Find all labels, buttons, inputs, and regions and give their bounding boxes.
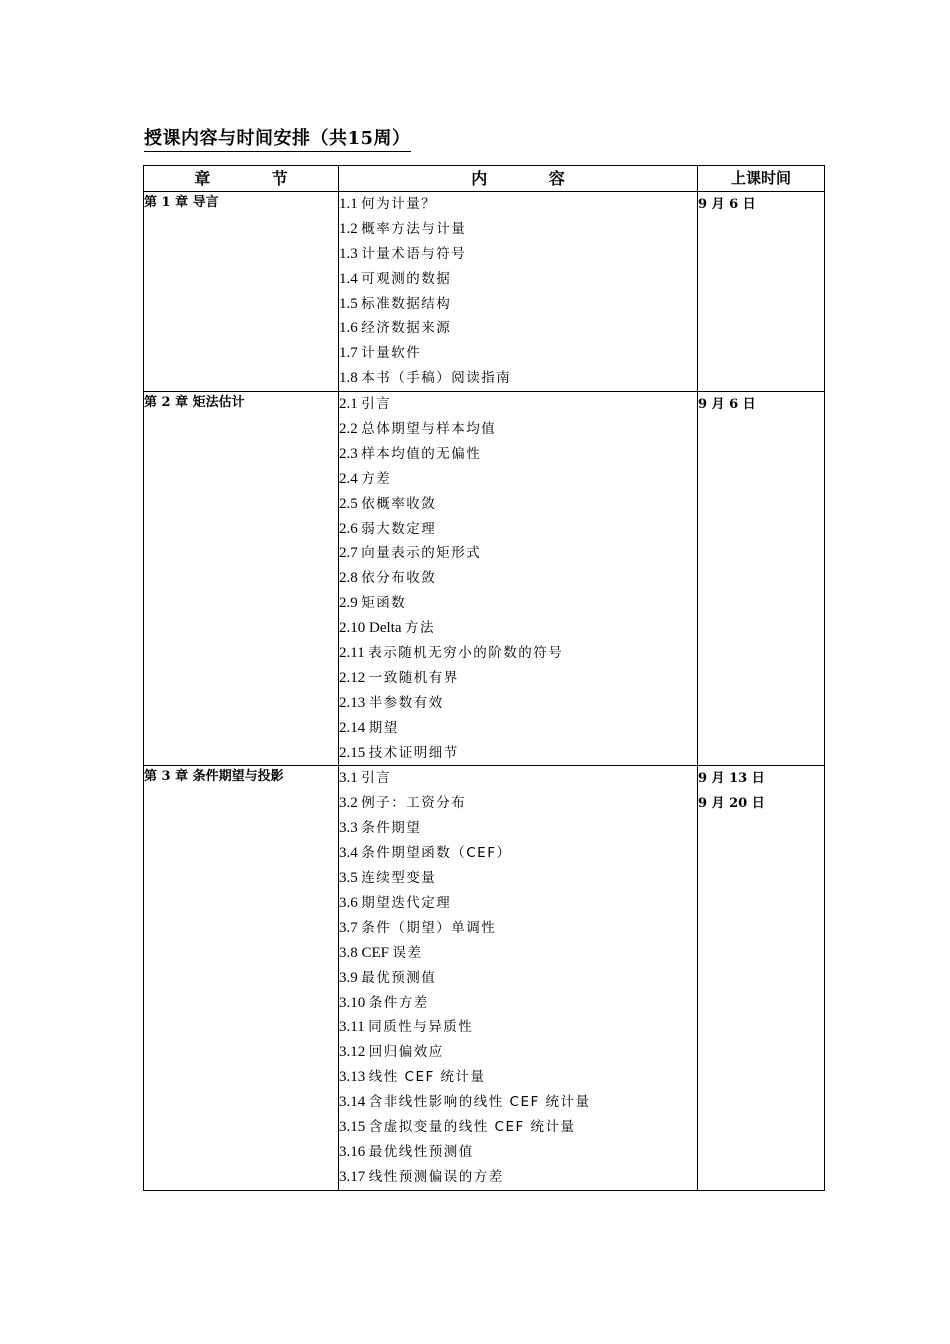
section-number: 3.1 xyxy=(339,770,358,787)
table-row xyxy=(144,392,825,766)
section-number: 3.11 xyxy=(339,1019,365,1036)
class-date: 9 月 20 日 xyxy=(698,796,765,812)
section-number: 2.4 xyxy=(339,470,358,487)
section-title: 线性预测偏误的方差 xyxy=(368,1168,504,1185)
section-number: 3.5 xyxy=(339,870,358,887)
list-item xyxy=(339,392,697,417)
section-number: 2.13 xyxy=(339,694,366,711)
class-time xyxy=(698,766,825,1190)
list-item xyxy=(339,316,697,341)
section-number: 3.14 xyxy=(339,1094,366,1111)
section-number: 1.2 xyxy=(339,220,358,237)
section-number: 2.8 xyxy=(339,570,358,587)
section-title: 计量软件 xyxy=(361,345,422,362)
list-item xyxy=(339,741,697,766)
list-item xyxy=(339,517,697,542)
section-title: 误差 xyxy=(392,944,423,961)
section-title: 含虚拟变量的线性 CEF 统计量 xyxy=(368,1118,576,1135)
section-title: 依分布收敛 xyxy=(361,570,437,587)
list-item xyxy=(339,566,697,591)
table-row xyxy=(144,192,825,392)
section-title: 回归偏效应 xyxy=(368,1044,444,1061)
list-item xyxy=(339,991,697,1016)
section-number: 1.1 xyxy=(339,196,358,212)
list-item xyxy=(339,417,697,442)
list-item xyxy=(339,666,697,691)
section-title: 条件方差 xyxy=(368,994,429,1011)
list-item xyxy=(339,716,697,741)
section-title: 条件期望函数（CEF） xyxy=(361,845,512,862)
section-title: 一致随机有界 xyxy=(368,669,459,686)
list-item xyxy=(339,1165,697,1190)
header-content: 内 容 xyxy=(339,166,698,192)
section-number: 1.7 xyxy=(339,345,358,362)
list-item xyxy=(339,641,697,666)
list-item xyxy=(339,541,697,566)
list-item xyxy=(339,916,697,941)
section-title: 依概率收敛 xyxy=(361,495,437,512)
section-title: 方差 xyxy=(361,470,392,487)
class-date: 9 月 6 日 xyxy=(698,397,756,413)
list-item xyxy=(339,442,697,467)
section-number: 2.12 xyxy=(339,669,366,686)
chapter-name: 第 2 章 矩法估计 xyxy=(144,392,339,766)
class-time xyxy=(698,192,825,392)
list-item xyxy=(339,1015,697,1040)
section-number: 2.10 Delta xyxy=(339,620,402,637)
section-title: 方法 xyxy=(404,620,435,637)
chapter-name: 第 1 章 导言 xyxy=(144,192,339,392)
section-number: 2.2 xyxy=(339,421,358,438)
section-number: 2.14 xyxy=(339,719,366,736)
section-title: 表示随机无穷小的阶数的符号 xyxy=(368,645,564,662)
section-number: 2.15 xyxy=(339,744,366,761)
section-number: 3.3 xyxy=(339,820,358,837)
section-number: 3.12 xyxy=(339,1044,366,1061)
list-item xyxy=(339,267,697,292)
page-title: 授课内容与时间安排（共15周） xyxy=(144,128,411,152)
section-title: 本书（手稿）阅读指南 xyxy=(361,370,512,387)
list-item xyxy=(339,492,697,517)
section-number: 2.9 xyxy=(339,595,358,612)
chapter-content xyxy=(339,766,698,1190)
section-title: 条件期望 xyxy=(361,820,422,837)
section-number: 3.8 CEF xyxy=(339,944,390,961)
table-header-row xyxy=(144,166,825,192)
section-title: 最优预测值 xyxy=(361,969,437,986)
section-number: 1.6 xyxy=(339,320,358,337)
section-title: 同质性与异质性 xyxy=(368,1019,474,1036)
list-item xyxy=(339,192,697,217)
section-number: 1.8 xyxy=(339,370,358,387)
section-number: 2.11 xyxy=(339,645,365,662)
list-item xyxy=(339,941,697,966)
section-number: 3.7 xyxy=(339,919,358,936)
class-date: 9 月 6 日 xyxy=(698,197,756,212)
list-item xyxy=(339,1140,697,1165)
list-item xyxy=(339,1040,697,1065)
list-item xyxy=(339,691,697,716)
section-number: 3.10 xyxy=(339,994,366,1011)
chapter-content xyxy=(339,192,698,392)
section-title: 弱大数定理 xyxy=(361,520,437,537)
class-time xyxy=(698,392,825,766)
list-item xyxy=(339,816,697,841)
class-date: 9 月 13 日 xyxy=(698,771,765,787)
section-title: 可观测的数据 xyxy=(361,270,452,287)
section-title: 样本均值的无偏性 xyxy=(361,445,482,462)
section-number: 2.3 xyxy=(339,445,358,462)
list-item xyxy=(339,1065,697,1090)
section-number: 1.4 xyxy=(339,270,358,287)
list-item xyxy=(339,891,697,916)
list-item xyxy=(339,467,697,492)
section-title: 最优线性预测值 xyxy=(368,1143,474,1160)
section-number: 1.3 xyxy=(339,245,358,262)
list-item xyxy=(339,341,697,366)
section-title: 例子：工资分布 xyxy=(361,795,467,812)
list-item xyxy=(339,242,697,267)
table-row xyxy=(144,766,825,1190)
section-number: 2.6 xyxy=(339,520,358,537)
section-title: 含非线性影响的线性 CEF 统计量 xyxy=(368,1094,591,1111)
section-title: 标准数据结构 xyxy=(361,295,452,312)
list-item xyxy=(339,217,697,242)
list-item xyxy=(339,841,697,866)
header-time: 上课时间 xyxy=(698,166,825,192)
section-title: 计量术语与符号 xyxy=(361,245,467,262)
section-title: 条件（期望）单调性 xyxy=(361,919,497,936)
section-number: 2.7 xyxy=(339,545,358,562)
section-number: 3.17 xyxy=(339,1168,366,1185)
section-title: 技术证明细节 xyxy=(368,744,459,761)
section-title: 连续型变量 xyxy=(361,870,437,887)
section-number: 3.9 xyxy=(339,969,358,986)
section-number: 3.13 xyxy=(339,1069,366,1086)
list-item xyxy=(339,791,697,816)
section-number: 2.1 xyxy=(339,396,358,413)
section-title: 引言 xyxy=(361,770,392,787)
chapter-content xyxy=(339,392,698,766)
section-number: 2.5 xyxy=(339,495,358,512)
section-number: 1.5 xyxy=(339,295,358,312)
section-title: 期望 xyxy=(368,719,399,736)
section-number: 3.4 xyxy=(339,845,358,862)
section-title: 线性 CEF 统计量 xyxy=(368,1069,486,1086)
section-number: 3.6 xyxy=(339,894,358,911)
schedule-table xyxy=(143,165,825,1191)
header-chapter: 章 节 xyxy=(144,166,339,192)
list-item xyxy=(339,1090,697,1115)
list-item xyxy=(339,366,697,391)
section-number: 3.16 xyxy=(339,1143,366,1160)
section-title: 何为计量？ xyxy=(361,196,437,212)
list-item xyxy=(339,1115,697,1140)
chapter-name: 第 3 章 条件期望与投影 xyxy=(144,766,339,1190)
section-title: 半参数有效 xyxy=(368,694,444,711)
section-title: 概率方法与计量 xyxy=(361,220,467,237)
list-item xyxy=(339,591,697,616)
section-title: 矩函数 xyxy=(361,595,407,612)
section-title: 期望迭代定理 xyxy=(361,894,452,911)
section-title: 引言 xyxy=(361,396,392,413)
list-item xyxy=(339,616,697,641)
section-number: 3.2 xyxy=(339,795,358,812)
section-title: 总体期望与样本均值 xyxy=(361,421,497,438)
list-item xyxy=(339,766,697,791)
section-title: 经济数据来源 xyxy=(361,320,452,337)
list-item xyxy=(339,966,697,991)
section-title: 向量表示的矩形式 xyxy=(361,545,482,562)
list-item xyxy=(339,292,697,317)
section-number: 3.15 xyxy=(339,1118,366,1135)
list-item xyxy=(339,866,697,891)
